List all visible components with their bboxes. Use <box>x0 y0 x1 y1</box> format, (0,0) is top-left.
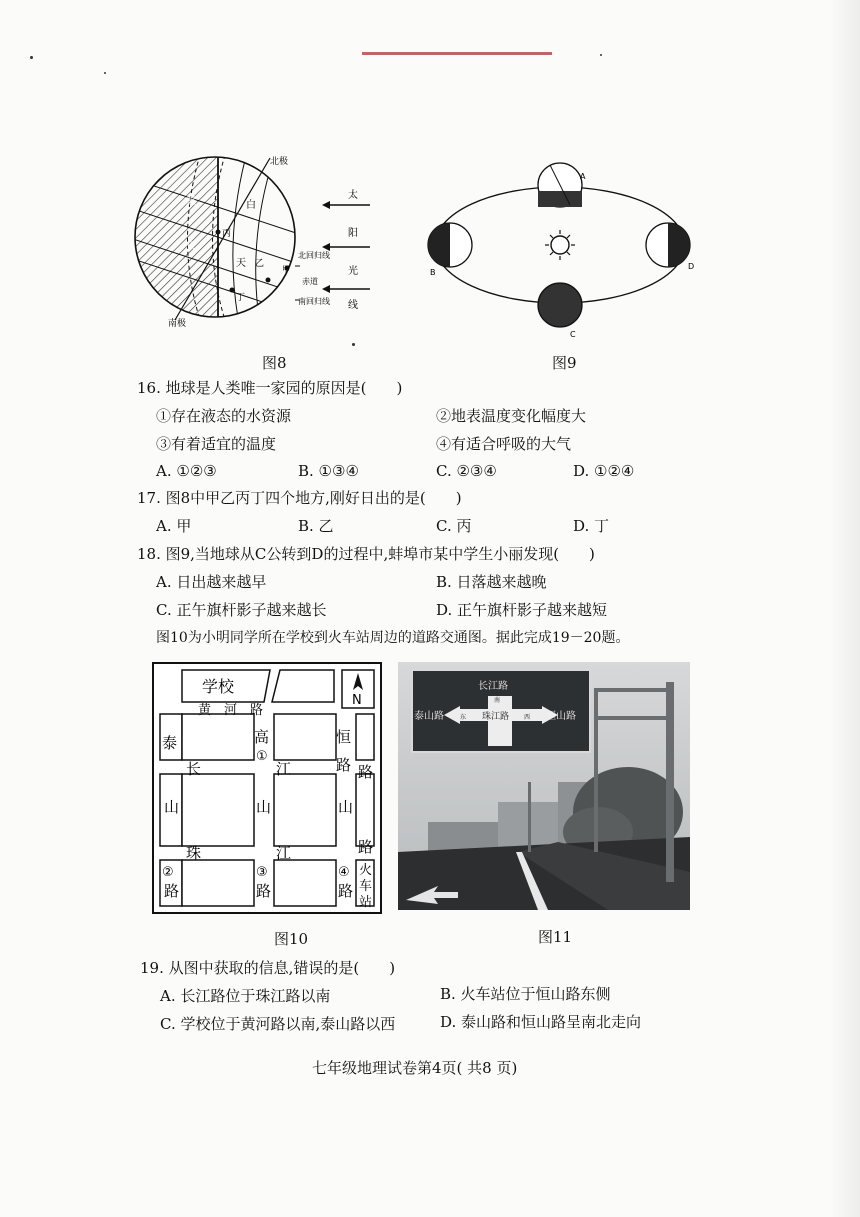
figure-8-diagram <box>130 150 390 330</box>
sign-west-marker: 西 <box>524 714 531 721</box>
fig9-label-d: D <box>688 262 695 271</box>
question-16-stem: 16. 地球是人类唯一家园的原因是( ) <box>137 379 403 397</box>
scan-speck <box>600 54 602 56</box>
map-school-label: 学校 <box>202 677 235 696</box>
map-intersection-2: ② <box>162 865 174 880</box>
map-station-3: 站 <box>359 895 373 910</box>
scan-shadow <box>830 0 860 1217</box>
map-station-2: 车 <box>359 879 373 894</box>
map-road-label-b: 路 <box>256 882 272 900</box>
fig8-tian-label: 天 <box>236 258 246 269</box>
map-intersection-1: ① <box>256 749 268 764</box>
map-station-1: 火 <box>359 863 373 878</box>
map-gao-label: 高 <box>254 728 270 746</box>
question-16-option-b[interactable]: B. ①③④ <box>298 462 359 480</box>
map-road-label-c: 路 <box>338 882 354 900</box>
fig8-bai-label: 白 <box>246 200 256 211</box>
header-rule <box>362 52 552 55</box>
earth-position-c <box>538 283 582 339</box>
question-18-stem: 18. 图9,当地球从C公转到D的过程中,蚌埠市某中学生小丽发现( ) <box>137 545 595 563</box>
map-road-label-a: 路 <box>164 882 180 900</box>
map-intersection-4: ④ <box>338 865 350 880</box>
fig8-ding-label: 丁 <box>236 293 246 303</box>
fig8-sunlight-label-1: 太 <box>348 190 358 201</box>
question-19-option-a[interactable]: A. 长江路位于珠江路以南 <box>160 987 331 1005</box>
map-taishan-shan: 山 <box>164 798 180 816</box>
map-huanghe-road-label: 黄 河 路 <box>198 703 264 718</box>
scan-speck <box>30 56 33 59</box>
map-zhujiang-lu: 路 <box>358 838 374 856</box>
question-17-option-d[interactable]: D. 丁 <box>573 517 610 535</box>
fig8-yi-label: 乙 <box>255 259 265 269</box>
fig9-label-c: C <box>570 330 576 339</box>
question-17-option-a[interactable]: A. 甲 <box>156 517 192 535</box>
sign-taishan-road: 泰山路 <box>414 711 444 722</box>
map-heng-road-label: 路 <box>358 763 374 781</box>
fig8-tropic-capricorn-label: 南回归线 <box>298 297 330 306</box>
figure-9-caption: 图9 <box>552 354 577 372</box>
fig8-tropic-cancer-label: 北回归线 <box>298 251 330 260</box>
section-intro: 图10为小明同学所在学校到火车站周边的道路交通图。据此完成19－20题。 <box>156 630 630 646</box>
fig8-hei-label: 黑 <box>186 196 196 207</box>
fig9-label-b: B <box>430 268 436 277</box>
fig8-south-pole-label: 南极 <box>168 319 187 329</box>
map-zhujiang-jiang: 江 <box>276 844 292 862</box>
map-changjiang-chang: 长 <box>186 760 202 778</box>
earth-position-b <box>428 223 472 277</box>
fig8-equator-label: 赤道 <box>302 277 318 286</box>
figure-10-road-map <box>152 662 382 914</box>
question-18-option-a[interactable]: A. 日出越来越早 <box>156 573 267 591</box>
sign-hengshan-road: 恒山路 <box>546 711 576 722</box>
fig8-ye-label: 夜 <box>186 241 196 252</box>
question-16-option-a[interactable]: A. ①②③ <box>156 462 217 480</box>
question-19-option-b[interactable]: B. 火车站位于恒山路东侧 <box>440 985 611 1003</box>
figure-10-caption: 图10 <box>274 930 309 948</box>
north-arrow-icon: N <box>352 693 362 708</box>
question-18-option-d[interactable]: D. 正午旗杆影子越来越短 <box>436 601 608 619</box>
question-16-option-c[interactable]: C. ②③④ <box>436 462 497 480</box>
fig9-label-a: A <box>580 172 586 181</box>
question-16-statement-2: ②地表温度变化幅度大 <box>436 407 587 425</box>
question-17-option-c[interactable]: C. 丙 <box>436 517 472 535</box>
question-16-statement-4: ④有适合呼吸的大气 <box>436 435 572 453</box>
map-gaoshan-shan: 山 <box>256 798 272 816</box>
question-17-option-b[interactable]: B. 乙 <box>298 517 334 535</box>
fig8-bing-label: 丙 <box>222 229 232 239</box>
question-16-statement-3: ③有着适宜的温度 <box>156 435 277 453</box>
fig8-sunlight-label-4: 线 <box>348 300 358 311</box>
scan-speck <box>104 72 106 74</box>
question-19-option-c[interactable]: C. 学校位于黄河路以南,泰山路以西 <box>160 1015 396 1033</box>
question-18-option-b[interactable]: B. 日落越来越晚 <box>436 573 547 591</box>
map-intersection-3: ③ <box>256 865 268 880</box>
page-footer: 七年级地理试卷第4页( 共8 页) <box>312 1059 518 1077</box>
sign-south-marker: 南 <box>494 697 501 704</box>
question-16-statement-1: ①存在液态的水资源 <box>156 407 292 425</box>
question-19-stem: 19. 从图中获取的信息,错误的是( ) <box>140 959 396 977</box>
figure-9-diagram <box>420 155 710 345</box>
sign-east-marker: 东 <box>460 714 467 721</box>
fig8-sunlight-label-3: 光 <box>348 266 358 277</box>
sign-zhujiang-road: 珠江路 <box>482 712 510 722</box>
map-heng-label: 恒 <box>336 728 352 746</box>
sign-changjiang-road: 长江路 <box>478 681 508 692</box>
map-hengshan-shan: 山 <box>338 798 354 816</box>
map-tai-label: 泰 <box>162 734 178 752</box>
fig8-north-pole-label: 北极 <box>270 157 289 167</box>
figure-11-photo <box>398 662 690 910</box>
fig8-sunlight-label-2: 阳 <box>348 228 358 239</box>
fig8-jia-label: 甲 <box>282 265 290 274</box>
map-zhujiang-zhu: 珠 <box>186 844 202 862</box>
question-18-option-c[interactable]: C. 正午旗杆影子越来越长 <box>156 601 327 619</box>
figure-11-caption: 图11 <box>538 928 573 946</box>
earth-position-a <box>538 163 586 207</box>
figure-8-caption: 图8 <box>262 354 287 372</box>
question-19-option-d[interactable]: D. 泰山路和恒山路呈南北走向 <box>440 1013 642 1031</box>
sun-icon <box>545 230 575 260</box>
map-changjiang-jiang: 江 <box>276 760 292 778</box>
scan-speck <box>352 343 355 346</box>
question-16-option-d[interactable]: D. ①②④ <box>573 462 635 480</box>
map-changjiang-lu: 路 <box>336 756 352 774</box>
earth-position-d <box>646 223 694 271</box>
question-17-stem: 17. 图8中甲乙丙丁四个地方,刚好日出的是( ) <box>137 489 462 507</box>
